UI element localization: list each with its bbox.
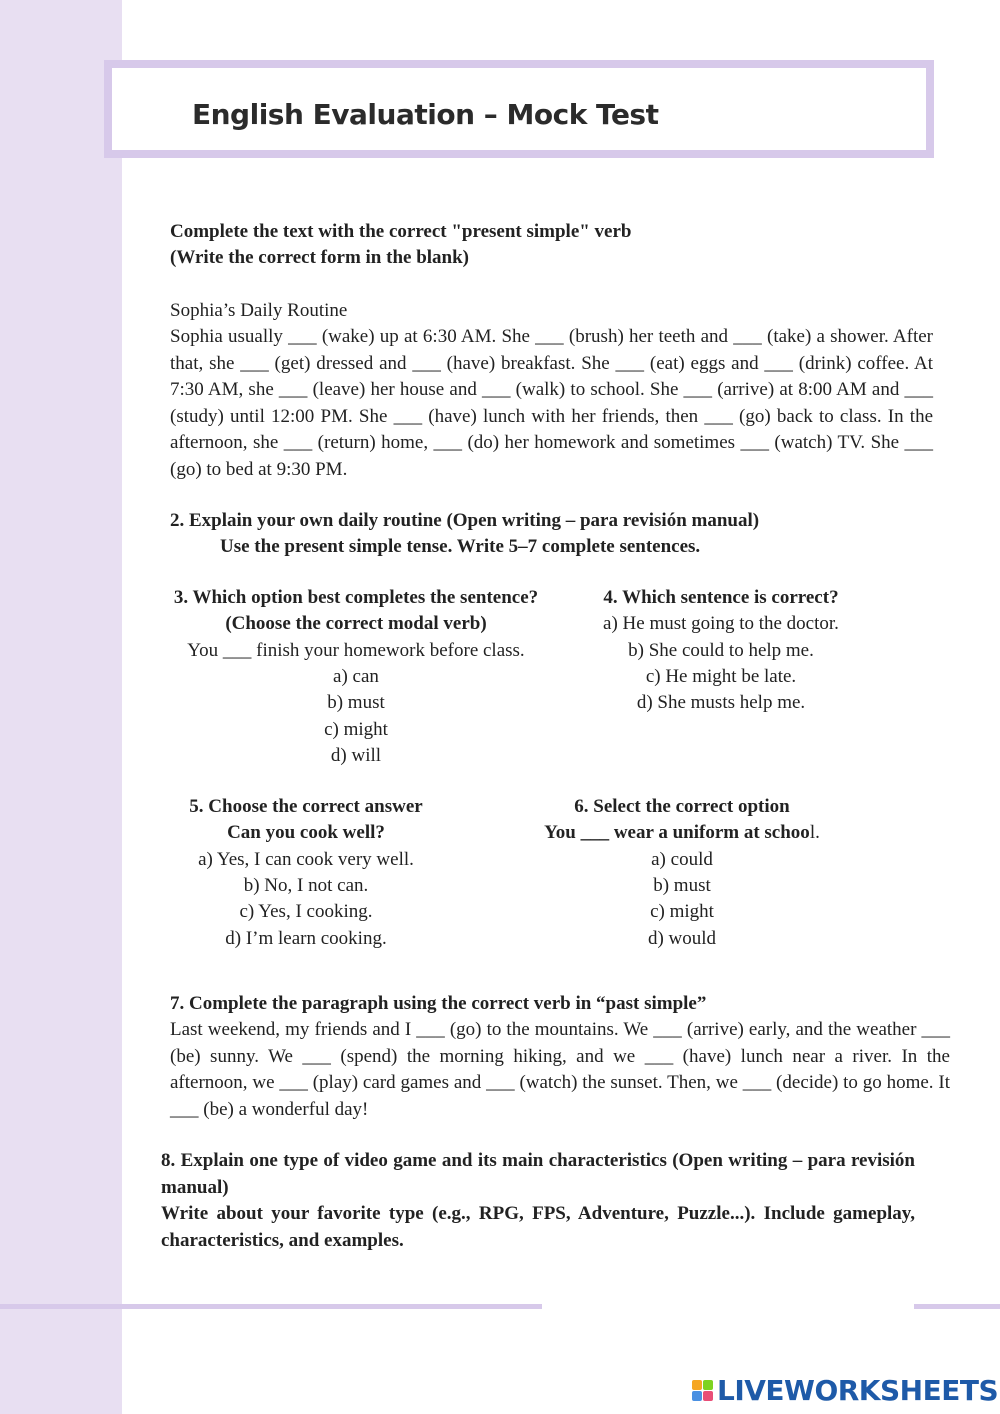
q1-story-paragraph: Sophia usually ___ (wake) up at 6:30 AM. She ___ (brush) her teeth and ___ (take) a shower. After that, she ___ (get) dressed and ___ (have) breakfast. She ___ (eat) eggs and ___ (drink) coffee. At 7:30 AM, she ___ (leave) her house and ___ (walk) to school. She ___ (arrive) at 8:00 AM and ___ (study) until 12:00 PM. She ___ (have) lunch with her friends, then ___ (go) back to class. In the afternoon, she ___ (return) home, ___ (do) her homework and sometimes ___ (watch) TV. She ___ (go) to bed at 9:30 PM. [170,326,933,480]
q6-option-a[interactable]: a) could [651,849,713,870]
q4-option-c[interactable]: c) He might be late. [645,666,797,687]
q3-subheading: (Choose the correct modal verb) [225,613,487,634]
q6-option-b[interactable]: b) must [653,875,711,896]
q7-text [170,1017,950,1123]
q7-heading: 7. Complete the paragraph using the correct verb in “past simple” [170,993,707,1014]
q3-option-c[interactable]: c) might [324,719,388,740]
q5-prompt: Can you cook well? [227,822,385,843]
q3-heading: 3. Which option best completes the sentence? [173,587,539,608]
page-title: English Evaluation – Mock Test [192,98,659,131]
q8-heading [161,1148,915,1201]
q3-option-a[interactable]: a) can [333,666,379,687]
liveworksheets-logo [692,1374,998,1406]
q3-prompt: You ___ finish your homework before class. [187,640,525,661]
title-box [104,60,934,158]
q4-option-b[interactable]: b) She could to help me. [628,640,814,661]
q1-story-title: Sophia’s Daily Routine [170,300,348,321]
side-strip [0,0,122,1414]
q2-heading: 2. Explain your own daily routine (Open writing – para revisión manual) [170,510,760,531]
q5-option-c[interactable]: c) Yes, I cooking. [239,901,373,922]
q5-option-b[interactable]: b) No, I not can. [243,875,369,896]
q8-heading-text: 8. Explain one type of video game and its main characteristics (Open writing – para revisión manual) [161,1150,915,1198]
q4-option-a[interactable]: a) He must going to the doctor. [603,613,839,634]
q2-instruction: Use the present simple tense. Write 5–7 complete sentences. [220,536,701,557]
q1-story-text [170,324,933,483]
q4-option-d[interactable]: d) She musts help me. [636,692,806,713]
q5-option-a[interactable]: a) Yes, I can cook very well. [198,849,414,870]
q6-heading: 6. Select the correct option [574,796,790,817]
q6-option-d[interactable]: d) would [647,928,717,949]
q6-prompt-bold: You ___ wear a uniform at schoo [544,822,810,843]
q5-option-d[interactable]: d) I’m learn cooking. [225,928,387,949]
footer-divider-left [0,1304,542,1309]
logo-text: LIVEWORKSHEETS [717,1373,999,1407]
q5-heading: 5. Choose the correct answer [189,796,423,817]
q1-heading: Complete the text with the correct "present simple" verb [170,221,632,242]
q3-option-b[interactable]: b) must [327,692,385,713]
q7-paragraph: Last weekend, my friends and I ___ (go) to the mountains. We ___ (arrive) early, and the weather ___ (be) sunny. We ___ (spend) the morning hiking, and we ___ (have) lunch near a river. In the afternoon, we ___ (play) card games and ___ (watch) the sunset. Then, we ___ (decide) to go home. It ___ (be) a wonderful day! [170,1019,950,1120]
q6-option-c[interactable]: c) might [650,901,714,922]
q4-heading: 4. Which sentence is correct? [603,587,839,608]
q8-instruction-text: Write about your favorite type (e.g., RPG, FPS, Adventure, Puzzle...). Include gameplay, characteristics, and examples. [161,1203,915,1251]
q3-option-d[interactable]: d) will [330,745,382,766]
q6-prompt-tail: l. [809,822,820,843]
q8-instruction [161,1201,915,1254]
q6-prompt [520,820,844,847]
logo-mark-icon [692,1380,713,1401]
q1-subheading: (Write the correct form in the blank) [170,247,469,268]
footer-divider-right [914,1304,1000,1309]
